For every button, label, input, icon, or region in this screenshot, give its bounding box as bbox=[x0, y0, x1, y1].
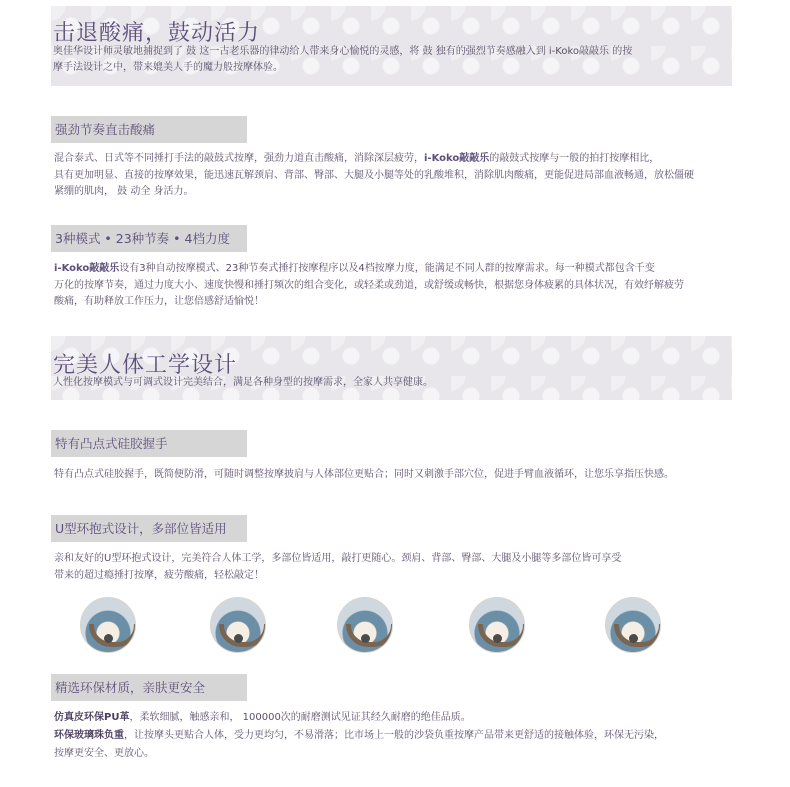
thigh-massage-photo bbox=[605, 597, 661, 653]
para-line: 特有凸点式硅胶握手，既简便防滑，可随时调整按摩披肩与人体部位更贴合；同时又刺激手部穴位，促进手臂血液循环，让您乐享指压快感。 bbox=[54, 469, 674, 480]
heading-silicone-grip: 特有凸点式硅胶握手 bbox=[51, 430, 247, 457]
para-line: 紧绷的肌肉， 鼓 动全 身活力。 bbox=[54, 186, 194, 197]
waist-massage-photo bbox=[337, 597, 393, 653]
banner-title: 击退酸痛，鼓动活力 bbox=[53, 21, 261, 46]
paragraph-eco-material bbox=[54, 709, 744, 763]
brand-name: i-Koko敲敲乐 bbox=[54, 263, 120, 274]
para-line: 具有更加明显、直接的按摩效果，能迅速瓦解颈肩、背部、臀部、大腿及小腿等处的乳酸堆积，消除肌肉酸痛，更能促进局部血液畅通，放松僵硬 bbox=[54, 169, 694, 181]
banner-title: 完美人体工学设计 bbox=[53, 353, 238, 378]
para-line: 亲和友好的U型环抱式设计，完美符合人体工学，多部位皆适用，敲打更随心。颈肩、背部、臀部、大腿及小腿等多部位皆可享受 bbox=[54, 553, 622, 564]
text-span: 混合泰式、日式等不同捶打手法的敲鼓式按摩，强劲力道直击酸痛，消除深层疲劳， bbox=[54, 153, 424, 164]
heading-modes: 3种模式 • 23种节奏 • 4档力度 bbox=[51, 225, 247, 252]
paragraph-strong-rhythm bbox=[54, 151, 744, 201]
para-line: 按摩更安全、更放心。 bbox=[54, 748, 154, 759]
para-line: 带来的超过瘾捶打按摩，疲劳酸痛，轻松敲定！ bbox=[54, 569, 264, 581]
banner-ergonomic bbox=[51, 336, 732, 400]
material-pu-label: 仿真皮环保PU革 bbox=[54, 712, 130, 723]
text-span: 设有3种自动按摩模式、23种节奏式捶打按摩程序以及4档按摩力度，能满足不同人群的按摩需求。每一种模式都包含千变 bbox=[119, 263, 655, 274]
banner-strike-soreness bbox=[51, 6, 732, 86]
banner-desc: 人性化按摩模式与可调式设计完美结合，满足各种身型的按摩需求，全家人共享健康。 bbox=[53, 377, 433, 388]
heading-eco-material: 精选环保材质，亲肤更安全 bbox=[51, 674, 247, 701]
para-line bbox=[54, 727, 744, 745]
text-span: 的敲鼓式按摩与一般的拍打按摩相比， bbox=[489, 153, 660, 164]
back-massage-photo bbox=[469, 597, 525, 653]
paragraph-u-shape bbox=[54, 551, 744, 584]
banner-desc-line-1: 奥佳华设计师灵敏地捕捉到了 鼓 这一古老乐器的律动给人带来身心愉悦的灵感，将 鼓 独有的强烈节奏感融入到 i-Koko敲敲乐 的按 bbox=[53, 46, 633, 57]
heading-u-shape: U型环抱式设计，多部位皆适用 bbox=[51, 515, 247, 542]
heading-strong-rhythm: 强劲节奏直击酸痛 bbox=[51, 116, 247, 143]
para-line bbox=[54, 151, 744, 168]
paragraph-modes bbox=[54, 261, 744, 311]
banner-desc-line-2: 摩手法设计之中，带来媲美人手的魔力般按摩体验。 bbox=[53, 62, 283, 73]
brand-name: i-Koko敲敲乐 bbox=[424, 153, 490, 164]
text-span: ，柔软细腻，触感亲和， 100000次的耐磨测试见证其经久耐磨的绝佳品质。 bbox=[129, 712, 471, 723]
para-line bbox=[54, 709, 744, 727]
para-line: 万化的按摩节奏，通过力度大小、速度快慢和捶打频次的组合变化，或轻柔或劲道，或舒缓或畅快，根据您身体疲累的具体状况，有效纾解疲劳 bbox=[54, 279, 684, 291]
text-span: ，让按摩头更贴合人体，受力更均匀，不易滑落；比市场上一般的沙袋负重按摩产品带来更舒适的接触体验，环保无污染， bbox=[124, 730, 664, 741]
para-line bbox=[54, 261, 744, 278]
material-glass-bead-label: 环保玻璃珠负重 bbox=[54, 730, 124, 741]
paragraph-silicone-grip bbox=[54, 467, 744, 484]
usage-photos bbox=[0, 597, 790, 655]
neck-massage-photo bbox=[80, 597, 136, 653]
shoulder-massage-photo bbox=[210, 597, 266, 653]
para-line: 酸痛，有助释放工作压力，让您倍感舒适愉悦！ bbox=[54, 296, 264, 307]
